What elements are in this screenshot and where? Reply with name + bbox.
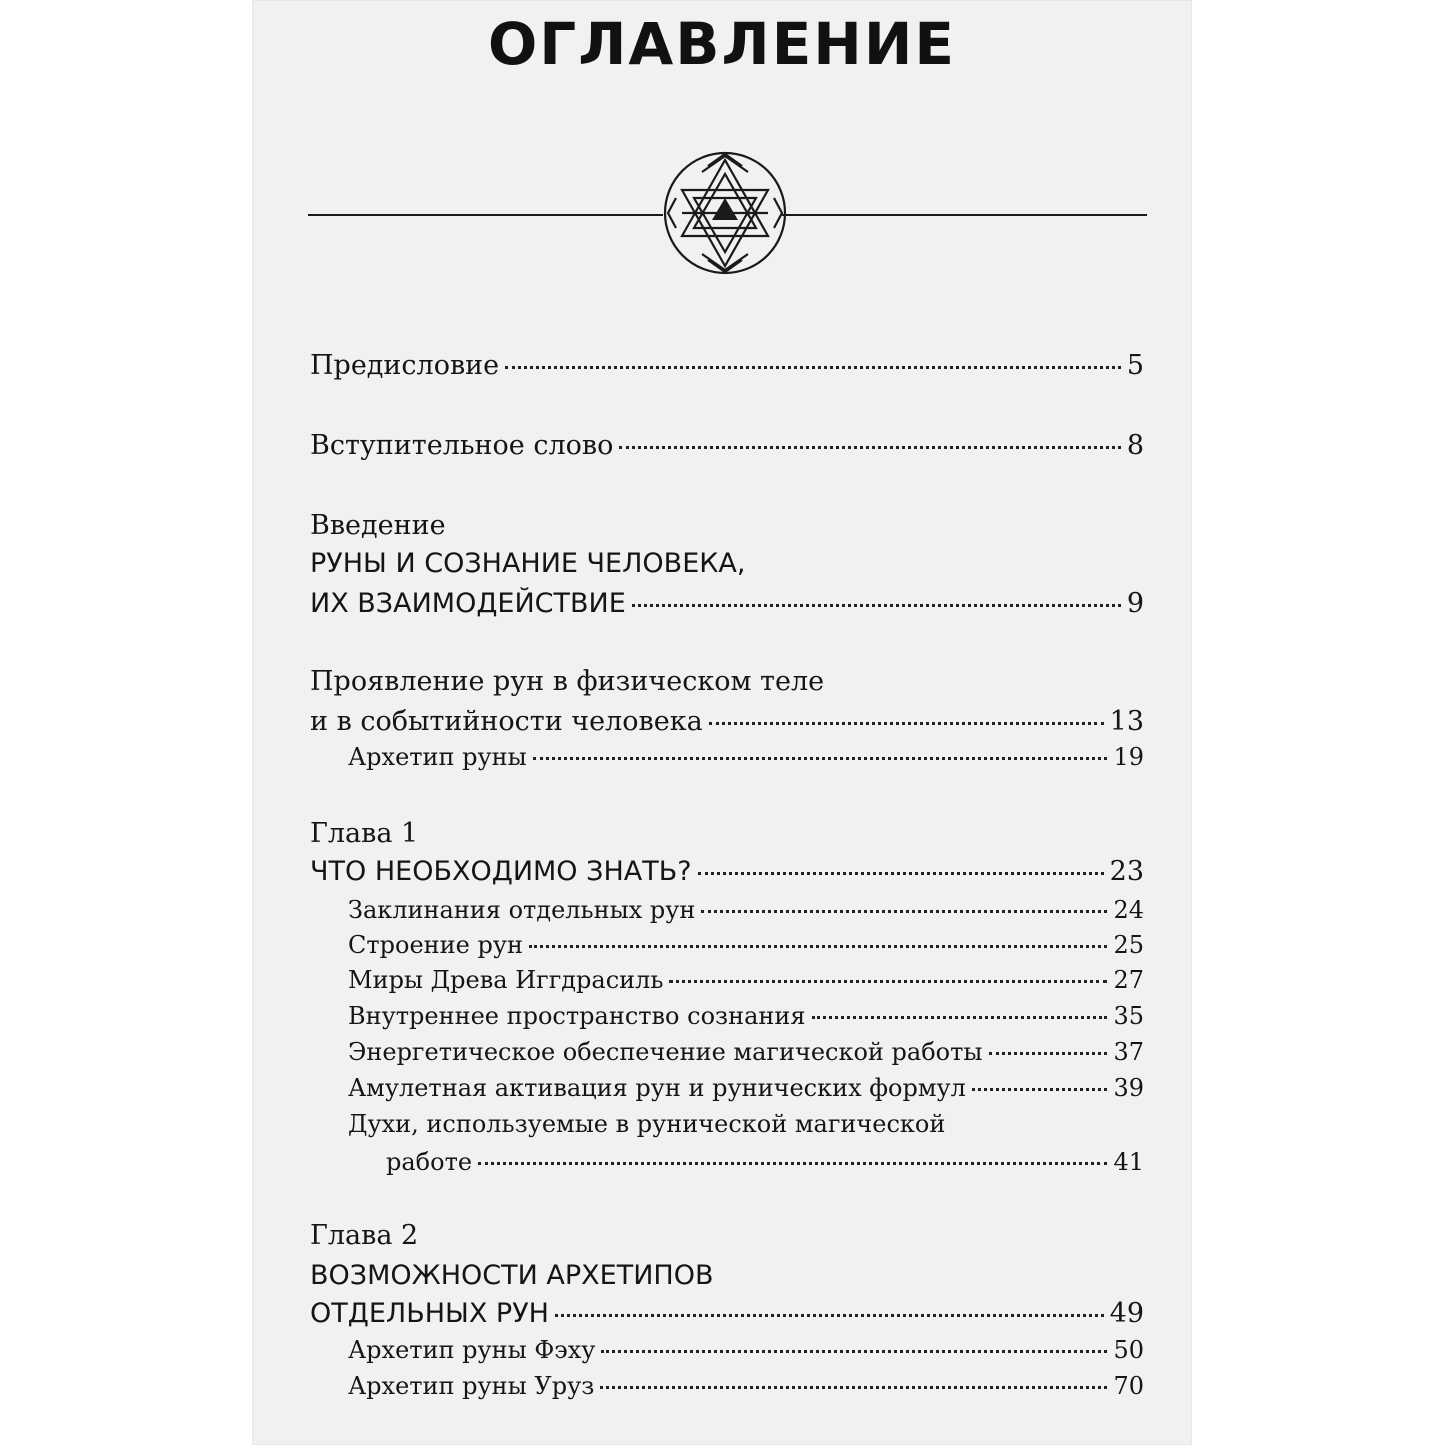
divider-right — [782, 214, 1147, 216]
divider-left — [308, 214, 663, 216]
toc-entry-archetype[interactable]: Архетип руны 19 — [348, 743, 1144, 771]
toc-entry-chapter2[interactable]: ОТДЕЛЬНЫХ РУН 49 — [310, 1298, 1144, 1329]
toc-entry-ch1-item[interactable]: Заклинания отдельных рун 24 — [348, 896, 1144, 924]
toc-entry-intro[interactable]: ИХ ВЗАИМОДЕЙСТВИЕ 9 — [310, 588, 1144, 619]
toc-entry-ch2-item[interactable]: Архетип руны Фэху 50 — [348, 1336, 1144, 1364]
toc-entry-ch1-item[interactable]: Энергетическое обеспечение магической работы 37 — [348, 1038, 1144, 1066]
chapter2-heading: Глава 2 — [310, 1220, 419, 1251]
book-page — [252, 0, 1192, 1445]
toc-entry-ch1-item[interactable]: Миры Древа Иггдрасиль 27 — [348, 966, 1144, 994]
manifestation-title-line1: Проявление рун в физическом теле — [310, 666, 825, 697]
toc-entry-ch1-item[interactable]: Строение рун 25 — [348, 931, 1144, 959]
spirits-title-line1: Духи, используемые в рунической магической — [348, 1110, 946, 1138]
toc-entry-ch1-item[interactable]: Внутреннее пространство сознания 35 — [348, 1002, 1144, 1030]
intro-title-line1: РУНЫ И СОЗНАНИЕ ЧЕЛОВЕКА, — [310, 548, 746, 579]
toc-entry-chapter1[interactable]: ЧТО НЕОБХОДИМО ЗНАТЬ? 23 — [310, 856, 1144, 887]
toc-entry-preface[interactable]: Предисловие 5 — [310, 350, 1144, 381]
chapter2-title-line1: ВОЗМОЖНОСТИ АРХЕТИПОВ — [310, 1260, 714, 1291]
rune-star-emblem-icon — [662, 150, 788, 276]
toc-entry-spirits[interactable]: работе 41 — [386, 1148, 1144, 1176]
intro-heading: Введение — [310, 510, 446, 541]
toc-entry-manifestation[interactable]: и в событийности человека 13 — [310, 706, 1144, 737]
page-title: ОГЛАВЛЕНИЕ — [487, 10, 957, 78]
toc-entry-ch1-item[interactable]: Амулетная активация рун и рунических формул 39 — [348, 1074, 1144, 1102]
toc-entry-foreword[interactable]: Вступительное слово 8 — [310, 430, 1144, 461]
toc-entry-ch2-item[interactable]: Архетип руны Уруз 70 — [348, 1372, 1144, 1400]
chapter1-heading: Глава 1 — [310, 818, 419, 849]
